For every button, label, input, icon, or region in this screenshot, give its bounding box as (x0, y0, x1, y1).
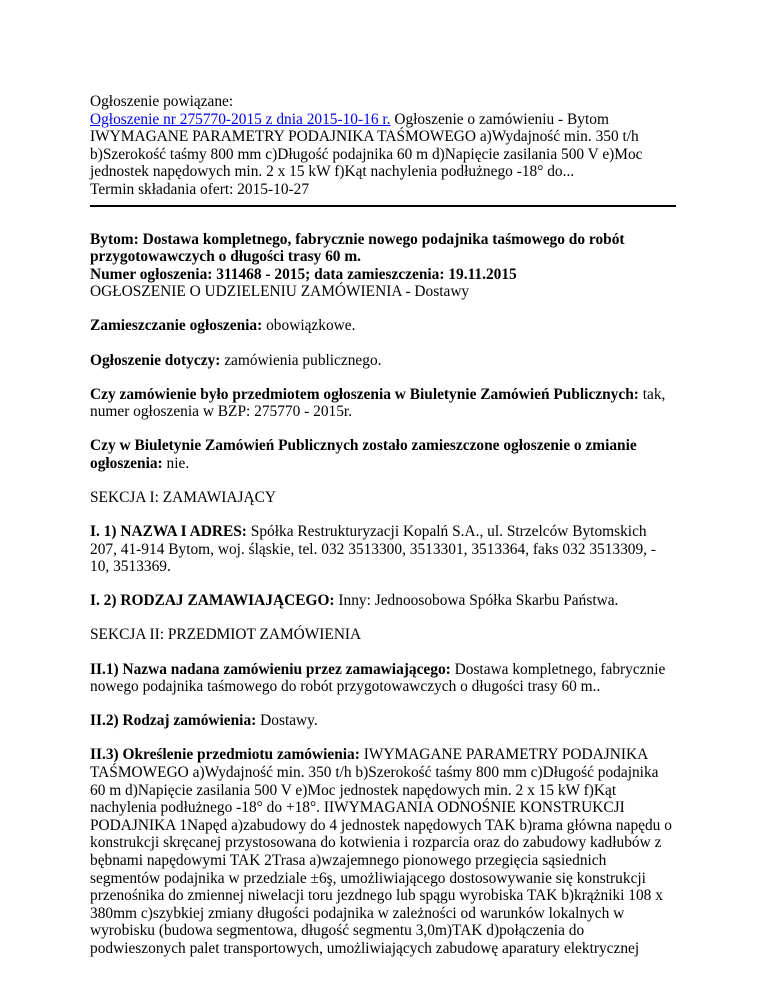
bzp-value: tak, numer ogłoszenia w BZP: 275770 - 2015r. (90, 385, 666, 421)
concerns-label: Ogłoszenie dotyczy: (90, 351, 221, 369)
placement-field (90, 317, 676, 335)
contract-name-label: II.1) Nazwa nadana zamówieniu przez zamawiającego: (90, 660, 451, 678)
change-value: nie. (162, 454, 190, 472)
related-summary: IWYMAGANE PARAMETRY PODAJNIKA TAŚMOWEGO a)Wydajność min. 350 t/h b)Szerokość taśmy 800 mm c)Długość podajnika 60 m d)Napięcie zasilania 500 V e)Moc jednostek napędowych min. 2 x 15 kW f)Kąt nachylenia podłużnego -18° do... (90, 128, 643, 181)
placement-value: obowiązkowe. (262, 317, 356, 335)
contract-subject-value: IWYMAGANE PARAMETRY PODAJNIKA TAŚMOWEGO a)Wydajność min. 350 t/h b)Szerokość taśmy 800 mm c)Długość podajnika 60 m d)Napięcie zasilania 500 V e)Moc jednostek napędowych min. 2 x 15 kW f)Kąt nachylenia podłużnego -18° do +18°. IIWYMAGANIA ODNOŚNIE KONSTRUKCJI PODAJNIKA 1Napęd a)zabudowy do 4 jednostek napędowych TAK b)rama główna napędu o konstrukcji skręcanej przystosowana do kotwienia i rozparcia oraz do zabudowy kadłubów z bębnami napędowymi TAK 2Trasa a)wzajemnego pionowego przegięcia sąsiednich segmentów podajnika w przedziale ±6ş, umożliwiającego dostosowywanie się konstrukcji przenośnika do zmiennej niwelacji toru jezdnego lub spągu wyrobiska TAK b)krążniki 108 x 380mm c)szybkiej zmiany długości podajnika w zależności od warunków lokalnych w wyrobisku (budowa segmentowa, długość segmentu 3,0m)TAK d)połączenia do podwieszonych palet transportowych, umożliwiających zabudowę aparatury elektrycznej (90, 746, 672, 957)
contract-kind-label: II.2) Rodzaj zamówienia: (90, 712, 257, 730)
concerns-value: zamówienia publicznego. (220, 351, 382, 369)
contract-kind (90, 712, 676, 730)
offer-deadline: Termin składania ofert: 2015-10-27 (90, 180, 310, 198)
contracting-authority-address (90, 523, 676, 576)
document (90, 93, 676, 957)
contract-subject (90, 746, 676, 957)
contract-name-value: Dostawa kompletnego, fabrycznie nowego podajnika taśmowego do robót przygotowawczych o długości trasy 60 m.. (90, 660, 666, 696)
placement-label: Zamieszczanie ogłoszenia: (90, 317, 263, 335)
notice-type: OGŁOSZENIE O UDZIELENIU ZAMÓWIENIA - Dostawy (90, 283, 470, 301)
separator-line (90, 205, 676, 207)
related-notice-link[interactable]: Ogłoszenie nr 275770-2015 z dnia 2015-10-16 r. (90, 110, 391, 128)
bzp-field (90, 386, 676, 421)
related-label: Ogłoszenie powiązane: (90, 93, 234, 110)
address-label: I. 1) NAZWA I ADRES: (90, 523, 247, 541)
change-field (90, 437, 676, 472)
bzp-label: Czy zamówienie było przedmiotem ogłoszenia w Biuletynie Zamówień Publicznych: (90, 385, 639, 403)
notice-title: Bytom: Dostawa kompletnego, fabrycznie nowego podajnika taśmowego do robót przygotowawczych o długości trasy 60 m. (90, 230, 625, 266)
address-value: Spółka Restrukturyzacji Kopalń S.A., ul. Strzelców Bytomskich 207, 41-914 Bytom, woj. śląskie, tel. 032 3513300, 3513301, 3513364, faks 032 3513309, - 10, 3513369. (90, 523, 657, 576)
contract-name (90, 661, 676, 696)
authority-kind-label: I. 2) RODZAJ ZAMAWIAJĄCEGO: (90, 592, 335, 610)
authority-kind-value: Inny: Jednoosobowa Spółka Skarbu Państwa. (334, 592, 619, 610)
related-notice-block (90, 93, 676, 199)
concerns-field (90, 352, 676, 370)
related-notice-desc: Ogłoszenie o zamówieniu - Bytom (390, 110, 609, 128)
contract-kind-value: Dostawy. (256, 712, 318, 730)
change-label: Czy w Biuletynie Zamówień Publicznych zostało zamieszczone ogłoszenie o zmianie ogłoszenia: (90, 437, 637, 472)
contracting-authority-kind (90, 592, 676, 610)
section-2-heading: SEKCJA II: PRZEDMIOT ZAMÓWIENIA (90, 626, 362, 644)
section-1-heading: SEKCJA I: ZAMAWIAJĄCY (90, 489, 277, 506)
contract-subject-label: II.3) Określenie przedmiotu zamówienia: (90, 746, 360, 764)
notice-number: Numer ogłoszenia: 311468 - 2015; data zamieszczenia: 19.11.2015 (90, 265, 517, 283)
notice-header (90, 231, 676, 301)
